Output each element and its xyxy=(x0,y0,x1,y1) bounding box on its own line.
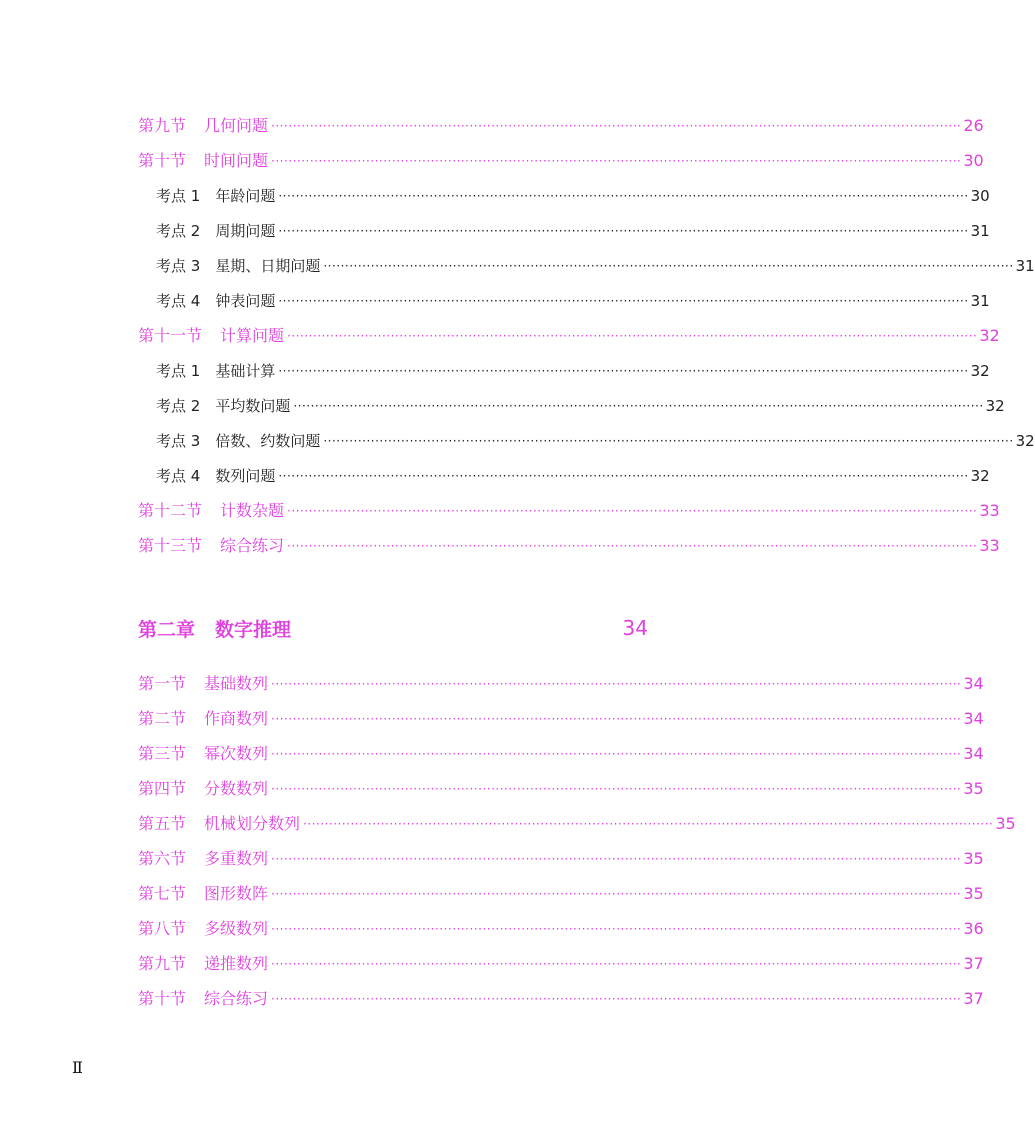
entry-page: 34 xyxy=(963,709,984,728)
dot-leader: ································································································································································ xyxy=(271,922,962,936)
entry-label: 第八节 xyxy=(138,919,187,938)
entry-title: 周期问题 xyxy=(215,222,276,240)
dot-leader: ································································································································································ xyxy=(278,469,969,483)
toc-section-entry[interactable] xyxy=(138,882,984,906)
entry-page: 35 xyxy=(963,849,984,868)
toc-subsection-entry[interactable] xyxy=(156,359,990,383)
entry-title: 作商数列 xyxy=(204,709,269,728)
entry-page: 37 xyxy=(963,989,984,1008)
entry-page: 34 xyxy=(963,674,984,693)
dot-leader: ································································································································································ xyxy=(271,154,962,168)
dot-leader: ································································································································································ xyxy=(278,224,969,238)
dot-leader: ································································································································································ xyxy=(287,539,978,553)
entry-page: 31 xyxy=(970,292,990,310)
entry-title: 钟表问题 xyxy=(215,292,276,310)
toc-subsection-entry[interactable] xyxy=(156,219,990,243)
entry-label: 第九节 xyxy=(138,116,187,135)
toc-section-entry[interactable] xyxy=(138,917,984,941)
entry-title: 时间问题 xyxy=(204,151,269,170)
entry-title: 计数杂题 xyxy=(220,501,285,520)
entry-title: 年龄问题 xyxy=(215,187,276,205)
entry-page: 31 xyxy=(970,222,990,240)
dot-leader: ································································································································································ xyxy=(278,189,969,203)
toc-section-entry[interactable] xyxy=(138,672,984,696)
toc-subsection-entry[interactable] xyxy=(156,254,1035,278)
toc-section-entry[interactable] xyxy=(138,499,1000,523)
toc-section-entry[interactable] xyxy=(138,114,984,138)
entry-label: 考点 1 xyxy=(156,187,201,205)
entry-title: 倍数、约数问题 xyxy=(215,432,321,450)
entry-label: 第十三节 xyxy=(138,536,203,555)
toc-subsection-entry[interactable] xyxy=(156,289,990,313)
entry-label: 考点 1 xyxy=(156,362,201,380)
entry-title: 幂次数列 xyxy=(204,744,269,763)
entry-label: 考点 2 xyxy=(156,397,201,415)
toc-section-entry[interactable] xyxy=(138,534,1000,558)
entry-title: 分数数列 xyxy=(204,779,269,798)
dot-leader: ································································································································································ xyxy=(271,712,962,726)
toc-subsection-entry[interactable] xyxy=(156,429,1035,453)
entry-label: 第十一节 xyxy=(138,326,203,345)
entry-label: 第三节 xyxy=(138,744,187,763)
entry-label: 第五节 xyxy=(138,814,187,833)
entry-label: 考点 3 xyxy=(156,432,201,450)
entry-page: 33 xyxy=(979,536,1000,555)
entry-label: 第二节 xyxy=(138,709,187,728)
entry-label: 第十二节 xyxy=(138,501,203,520)
dot-leader: ································································································································································ xyxy=(278,364,969,378)
entry-title: 综合练习 xyxy=(204,989,269,1008)
toc-section-entry[interactable] xyxy=(138,777,984,801)
dot-leader: ································································································································································ xyxy=(271,852,962,866)
entry-page: 32 xyxy=(1015,432,1035,450)
dot-leader: ································································································································································ xyxy=(303,817,994,831)
dot-leader: ································································································································································ xyxy=(271,747,962,761)
entry-label: 第十节 xyxy=(138,989,187,1008)
dot-leader: ································································································································································ xyxy=(287,329,978,343)
entry-page: 35 xyxy=(963,884,984,903)
dot-leader: ································································································································································ xyxy=(271,957,962,971)
toc-section-entry[interactable] xyxy=(138,812,1016,836)
entry-page: 33 xyxy=(979,501,1000,520)
toc-section-entry[interactable] xyxy=(138,149,984,173)
toc-subsection-entry[interactable] xyxy=(156,394,1005,418)
entry-label: 第七节 xyxy=(138,884,187,903)
chapter-label: 第二章 xyxy=(138,618,196,641)
toc-section-entry[interactable] xyxy=(138,707,984,731)
entry-title: 机械划分数列 xyxy=(204,814,301,833)
entry-label: 第四节 xyxy=(138,779,187,798)
entry-label: 考点 4 xyxy=(156,467,201,485)
chapter-title: 数字推理 xyxy=(215,618,292,641)
toc-subsection-entry[interactable] xyxy=(156,184,990,208)
entry-page: 32 xyxy=(979,326,1000,345)
entry-page: 31 xyxy=(1015,257,1035,275)
chapter-heading[interactable] xyxy=(138,614,648,642)
dot-leader: ································································································································································ xyxy=(271,677,962,691)
entry-page: 32 xyxy=(985,397,1005,415)
entry-label: 考点 2 xyxy=(156,222,201,240)
entry-page: 36 xyxy=(963,919,984,938)
dot-leader: ································································································································································ xyxy=(271,119,962,133)
entry-title: 星期、日期问题 xyxy=(215,257,321,275)
dot-leader: ································································································································································ xyxy=(271,887,962,901)
dot-leader: ································································································································································ xyxy=(287,504,978,518)
dot-leader: ································································································································································ xyxy=(271,782,962,796)
toc-section-entry[interactable] xyxy=(138,847,984,871)
entry-title: 基础计算 xyxy=(215,362,276,380)
entry-page: 30 xyxy=(970,187,990,205)
toc-section-entry[interactable] xyxy=(138,742,984,766)
entry-label: 第十节 xyxy=(138,151,187,170)
entry-label: 第六节 xyxy=(138,849,187,868)
entry-page: 32 xyxy=(970,362,990,380)
entry-page: 35 xyxy=(995,814,1016,833)
toc-section-entry[interactable] xyxy=(138,987,984,1011)
entry-page: 35 xyxy=(963,779,984,798)
entry-page: 30 xyxy=(963,151,984,170)
entry-title: 综合练习 xyxy=(220,536,285,555)
entry-label: 考点 4 xyxy=(156,292,201,310)
entry-page: 34 xyxy=(963,744,984,763)
toc-section-entry[interactable] xyxy=(138,324,1000,348)
dot-leader: ································································································································································ xyxy=(278,294,969,308)
entry-page: 37 xyxy=(963,954,984,973)
entry-label: 第一节 xyxy=(138,674,187,693)
entry-label: 考点 3 xyxy=(156,257,201,275)
entry-title: 平均数问题 xyxy=(215,397,291,415)
entry-title: 数列问题 xyxy=(215,467,276,485)
dot-leader: ································································································································································ xyxy=(323,434,1014,448)
entry-page: 26 xyxy=(963,116,984,135)
entry-title: 多重数列 xyxy=(204,849,269,868)
entry-page: 32 xyxy=(970,467,990,485)
toc-section-entry[interactable] xyxy=(138,952,984,976)
dot-leader: ································································································································································ xyxy=(271,992,962,1006)
dot-leader: ································································································································································ xyxy=(323,259,1014,273)
page-number: Ⅱ xyxy=(72,1058,83,1077)
entry-title: 多级数列 xyxy=(204,919,269,938)
entry-title: 递推数列 xyxy=(204,954,269,973)
chapter-page: 34 xyxy=(622,616,648,640)
toc-subsection-entry[interactable] xyxy=(156,464,990,488)
entry-title: 计算问题 xyxy=(220,326,285,345)
entry-title: 图形数阵 xyxy=(204,884,269,903)
dot-leader: ································································································································································ xyxy=(293,399,984,413)
entry-title: 几何问题 xyxy=(204,116,269,135)
entry-title: 基础数列 xyxy=(204,674,269,693)
entry-label: 第九节 xyxy=(138,954,187,973)
